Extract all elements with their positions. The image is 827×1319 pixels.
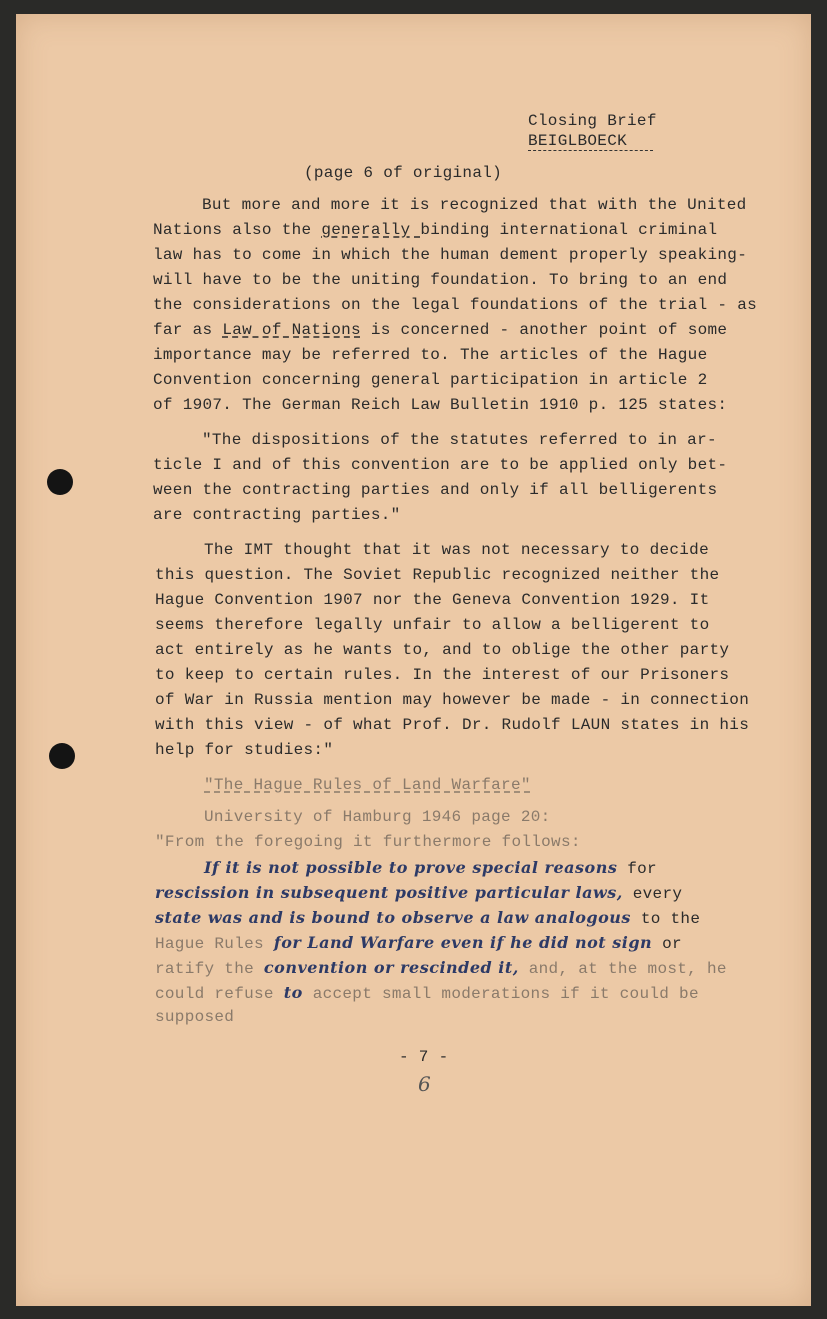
quote2-line: ratify the convention or rescinded it, and, at the most, he [155,958,727,978]
quote2-line: If it is not possible to prove special reasons for [204,858,657,878]
p1-line: Convention concerning general participation in article 2 [153,371,708,389]
quote1-line: ticle I and of this convention are to be applied only bet- [153,456,728,474]
p1-line: the considerations on the legal foundations of the trial - as [153,296,757,314]
quote2-line: rescission in subsequent positive particular laws, every [155,883,683,903]
p1-line: But more and more it is recognized that with the United [202,196,747,214]
quote2-line: supposed [155,1008,235,1026]
p1-line: Nations also the generally binding international criminal [153,221,718,239]
p2-line: act entirely as he wants to, and to oblige the other party [155,641,730,659]
page-number-typed: - 7 - [399,1048,449,1066]
quote1-line: "The dispositions of the statutes referred to in ar- [202,431,717,449]
p2-line: to keep to certain rules. In the interest of our Prisoners [155,666,730,684]
p1-line: of 1907. The German Reich Law Bulletin 1910 p. 125 states: [153,396,728,414]
quote2-line: state was and is bound to observe a law analogous to the [155,908,701,928]
quote2-line: could refuse to accept small moderations if it could be [155,983,699,1003]
p1-line: will have to be the uniting foundation. To bring to an end [153,271,728,289]
p2-line: with this view - of what Prof. Dr. Rudolf LAUN states in his [155,716,750,734]
p2-line: of War in Russia mention may however be made - in connection [155,691,750,709]
p2-line: seems therefore legally unfair to allow a belligerent to [155,616,710,634]
p1-line: law has to come in which the human dement properly speaking- [153,246,748,264]
citation-intro: "From the foregoing it furthermore follows: [155,833,581,851]
quote1-line: are contracting parties." [153,506,401,524]
page-number-handwritten: 6 [418,1072,432,1096]
p2-line: help for studies:" [155,741,334,759]
defendant-name: BEIGLBOECK [528,132,653,151]
page-note: (page 6 of original) [304,164,503,182]
p2-line: Hague Convention 1907 nor the Geneva Convention 1929. It [155,591,710,609]
p1-line: importance may be referred to. The articles of the Hague [153,346,708,364]
p2-line: The IMT thought that it was not necessary to decide [204,541,709,559]
quote1-line: ween the contracting parties and only if all belligerents [153,481,718,499]
p1-line: far as Law of Nations is concerned - another point of some [153,321,728,339]
brief-title: Closing Brief [528,112,657,130]
punch-hole-top [47,469,73,495]
quote2-line: Hague Rules for Land Warfare even if he did not sign or [155,933,682,953]
citation-source: University of Hamburg 1946 page 20: [204,808,551,826]
citation-title: "The Hague Rules of Land Warfare" [204,776,531,794]
document-page [16,14,811,1306]
p2-line: this question. The Soviet Republic recognized neither the [155,566,720,584]
punch-hole-bottom [49,743,75,769]
